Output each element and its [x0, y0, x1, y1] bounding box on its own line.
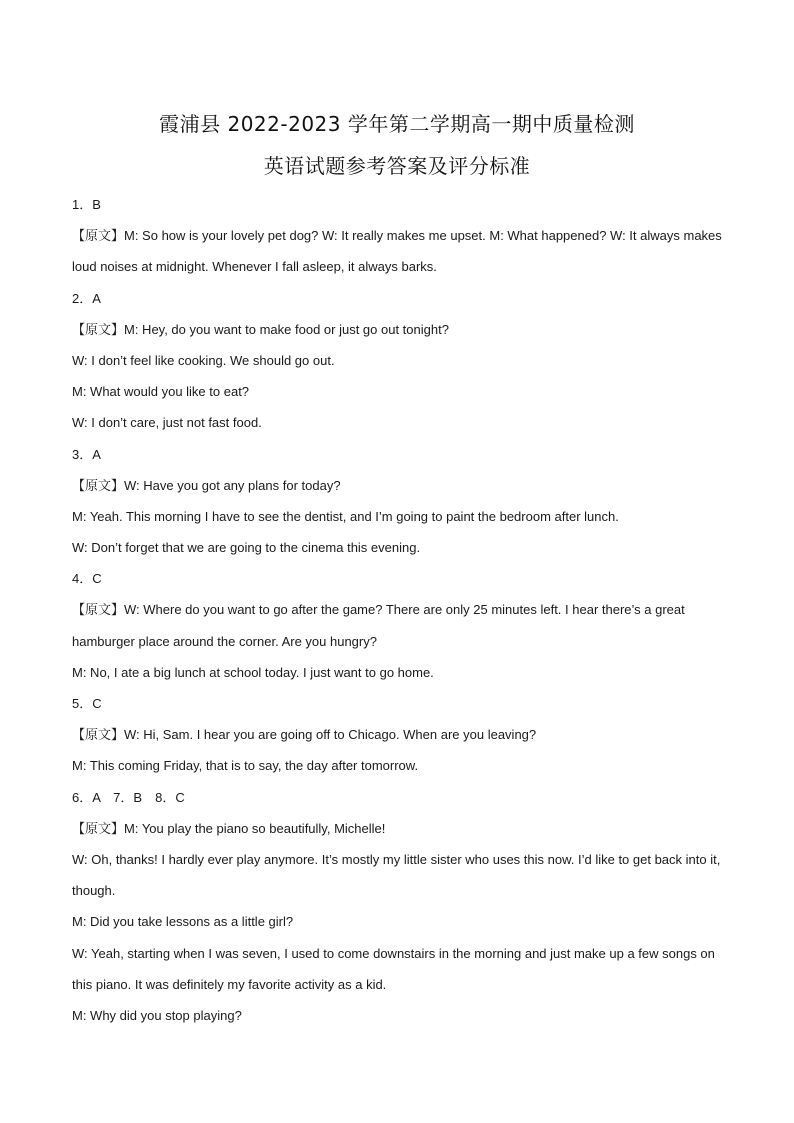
transcript-line: though.	[72, 883, 116, 899]
transcript-line: 【原文】M: Hey, do you want to make food or just go out tonight?	[72, 321, 449, 337]
transcript-line: 【原文】M: So how is your lovely pet dog? W: It really makes me upset. M: What happened? W: It always makes	[72, 228, 722, 244]
transcript-line: M: What would you like to eat?	[72, 384, 250, 400]
answer-line: 5．C	[72, 696, 102, 711]
transcript-line: this piano. It was definitely my favorite activity as a kid.	[72, 976, 387, 992]
document-title: 霞浦县 2022-2023 学年第二学期高一期中质量检测	[159, 112, 635, 136]
transcript-line: M: No, I ate a big lunch at school today. I just want to go home.	[72, 664, 434, 680]
transcript-line: 【原文】W: Hi, Sam. I hear you are going off to Chicago. When are you leaving?	[72, 727, 537, 743]
transcript-line: 【原文】W: Have you got any plans for today?	[72, 477, 341, 493]
transcript-line: 【原文】W: Where do you want to go after the game? There are only 25 minutes left. I hear there’s a great	[72, 602, 685, 618]
transcript-line: loud noises at midnight. Whenever I fall asleep, it always barks.	[72, 259, 437, 275]
answer-key-body	[72, 189, 724, 1031]
transcript-line: W: I don’t care, just not fast food.	[72, 415, 262, 431]
transcript-line: W: I don’t feel like cooking. We should go out.	[72, 352, 335, 368]
transcript-line: M: Yeah. This morning I have to see the dentist, and I’m going to paint the bedroom after lunch.	[72, 508, 619, 524]
transcript-line: M: Why did you stop playing?	[72, 1007, 242, 1023]
transcript-line: W: Oh, thanks! I hardly ever play anymore. It’s mostly my little sister who uses this now. I’d like to get back into it,	[72, 851, 721, 867]
transcript-line: W: Don’t forget that we are going to the cinema this evening.	[72, 540, 421, 556]
answer-line: 6．A 7．B 8．C	[72, 789, 185, 805]
transcript-line: 【原文】M: You play the piano so beautifully, Michelle!	[72, 820, 386, 836]
transcript-line: W: Yeah, starting when I was seven, I used to come downstairs in the morning and just make up a few songs on	[72, 945, 715, 961]
transcript-line: M: This coming Friday, that is to say, the day after tomorrow.	[72, 758, 419, 774]
answer-line: 1．B	[72, 197, 101, 212]
answer-line: 3．A	[72, 446, 101, 462]
answer-line: 4．C	[72, 571, 102, 587]
document-subtitle: 英语试题参考答案及评分标准	[263, 154, 531, 178]
transcript-line: hamburger place around the corner. Are you hungry?	[72, 633, 377, 649]
transcript-line: M: Did you take lessons as a little girl?	[72, 914, 294, 930]
answer-line: 2．A	[72, 290, 101, 306]
